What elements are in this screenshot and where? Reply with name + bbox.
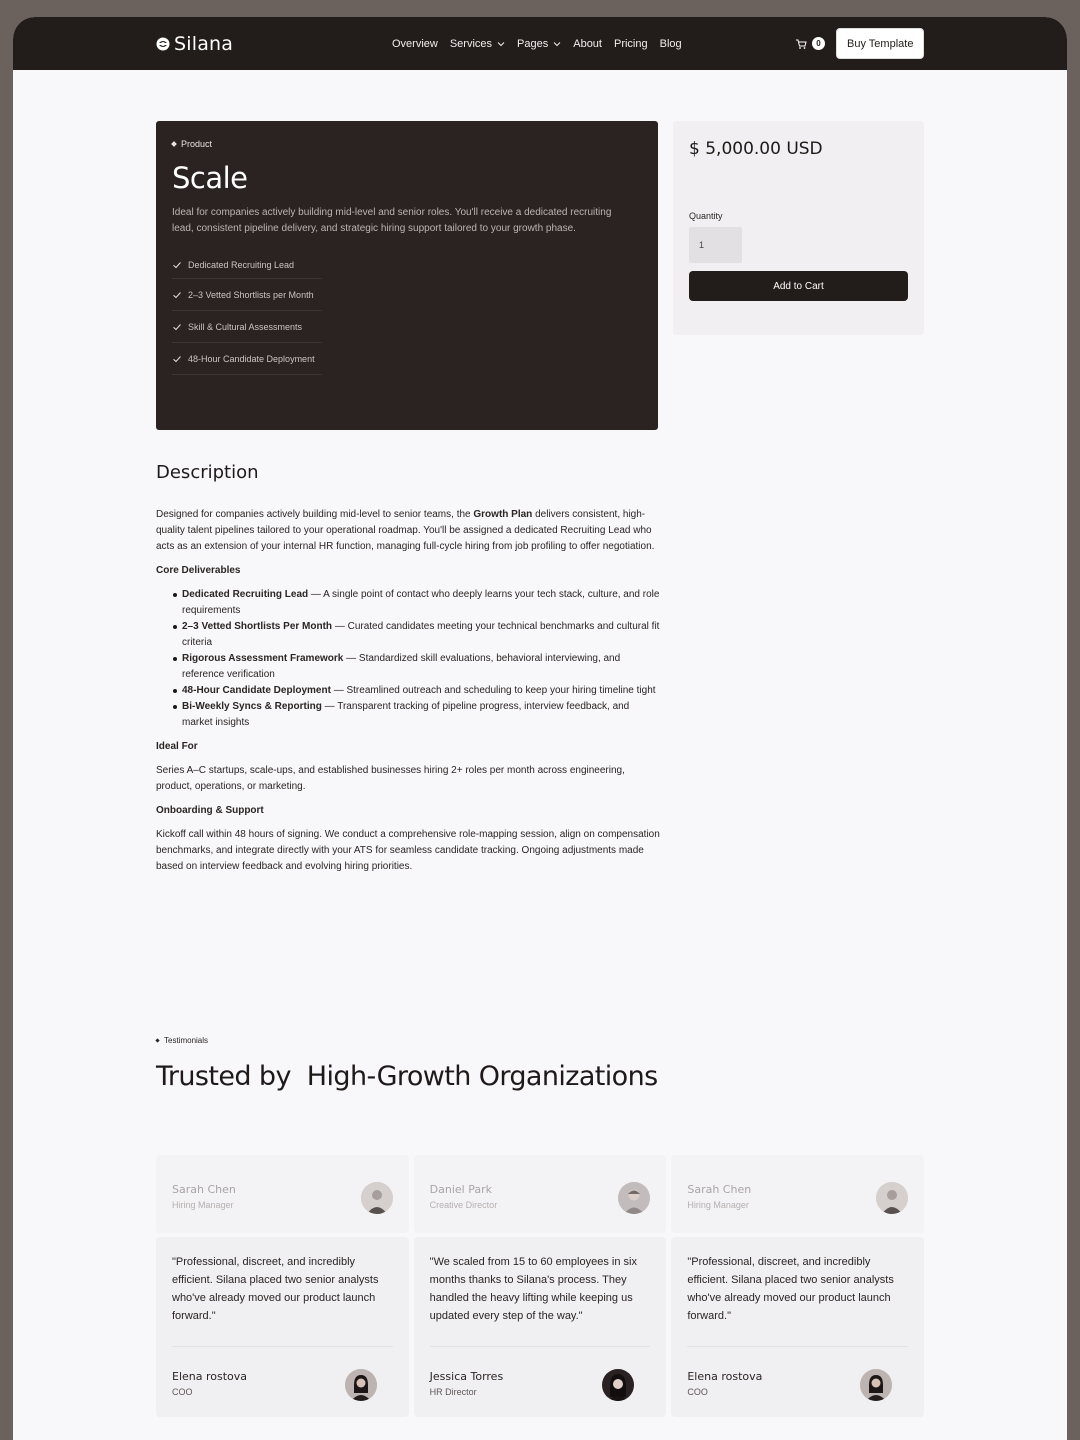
testimonials-eyebrow: Testimonials bbox=[156, 1036, 208, 1045]
testimonial-body bbox=[156, 1237, 409, 1417]
reviewer-name: Daniel Park bbox=[429, 1183, 493, 1196]
avatar bbox=[361, 1182, 393, 1214]
list-item: Dedicated Recruiting Lead — A single point of contact who deeply learns your tech stack, culture, and role requirements bbox=[156, 587, 661, 619]
check-icon bbox=[172, 290, 182, 300]
testimonial-author bbox=[430, 1347, 651, 1417]
price-label: $ 5,000.00 USD bbox=[689, 139, 823, 159]
feature-list bbox=[172, 251, 322, 375]
testimonial-quote: "Professional, discreet, and incredibly efficient. Silana placed two senior analysts who've already moved our product launch forward." bbox=[172, 1253, 393, 1347]
product-eyebrow: Product bbox=[172, 139, 642, 149]
testimonial-card bbox=[414, 1155, 667, 1417]
cart-count-badge: 0 bbox=[812, 37, 825, 50]
description-section bbox=[156, 462, 661, 883]
author-name: Elena rostova bbox=[172, 1370, 248, 1383]
reviewer-role: Hiring Manager bbox=[172, 1200, 234, 1210]
testimonial-card bbox=[671, 1155, 924, 1417]
nav-links bbox=[392, 17, 694, 70]
onboarding-text: Kickoff call within 48 hours of signing. We conduct a comprehensive role-mapping session, align on compensation benchmarks, and integrate directly with your ATS for seamless candidate tracking. Ongoing adjustments made based on interview feedback and evolving hiring priorities. bbox=[156, 829, 660, 872]
core-deliverables-heading: Core Deliverables bbox=[156, 565, 241, 576]
feature-item: 2–3 Vetted Shortlists per Month bbox=[172, 279, 322, 311]
quantity-input[interactable] bbox=[689, 227, 742, 263]
testimonials-title: Trusted by High-Growth Organizations bbox=[156, 1061, 658, 1092]
nav-link-blog[interactable]: Blog bbox=[659, 37, 682, 50]
brand-name: Silana bbox=[174, 32, 234, 55]
testimonial-header bbox=[671, 1155, 924, 1233]
nav-link-about[interactable]: About bbox=[573, 37, 602, 50]
chevron-down-icon bbox=[497, 40, 505, 48]
ideal-for-heading: Ideal For bbox=[156, 741, 198, 752]
reviewer-role: Hiring Manager bbox=[687, 1200, 749, 1210]
avatar bbox=[876, 1182, 908, 1214]
check-icon bbox=[172, 260, 182, 270]
browser-frame bbox=[13, 17, 1067, 1440]
check-icon bbox=[172, 322, 182, 332]
list-item: Bi-Weekly Syncs & Reporting — Transparent tracking of pipeline progress, interview feedback, and market insights bbox=[156, 699, 661, 731]
diamond-bullet-icon bbox=[155, 1038, 159, 1042]
add-to-cart-button[interactable]: Add to Cart bbox=[689, 271, 908, 301]
reviewer-name: Sarah Chen bbox=[172, 1183, 236, 1196]
list-item: 48-Hour Candidate Deployment — Streamlined outreach and scheduling to keep your hiring timeline tight bbox=[156, 683, 661, 699]
diamond-bullet-icon bbox=[171, 141, 177, 147]
avatar-woman-icon bbox=[361, 1182, 393, 1214]
product-description: Ideal for companies actively building mid-level and senior roles. You'll receive a dedicated recruiting lead, consistent pipeline delivery, and strategic hiring support tailored to your growth phase. bbox=[172, 207, 612, 234]
reviewer-role: Creative Director bbox=[429, 1200, 498, 1210]
testimonials-grid bbox=[156, 1155, 924, 1417]
feature-item: 48-Hour Candidate Deployment bbox=[172, 343, 322, 375]
author-role: COO bbox=[172, 1387, 193, 1397]
nav-actions bbox=[795, 17, 924, 70]
testimonial-author bbox=[687, 1347, 908, 1417]
description-title: Description bbox=[156, 462, 259, 483]
nav-link-services[interactable]: Services bbox=[450, 38, 505, 50]
author-name: Elena rostova bbox=[687, 1370, 763, 1383]
buy-template-button[interactable]: Buy Template bbox=[836, 28, 924, 59]
list-item: 2–3 Vetted Shortlists Per Month — Curated candidates meeting your technical benchmarks and cultural fit criteria bbox=[156, 619, 661, 651]
quantity-label: Quantity bbox=[689, 211, 723, 221]
feature-item: Skill & Cultural Assessments bbox=[172, 311, 322, 343]
top-navbar bbox=[13, 17, 1067, 70]
nav-link-pricing[interactable]: Pricing bbox=[613, 37, 648, 50]
author-role: COO bbox=[687, 1387, 708, 1397]
check-icon bbox=[172, 354, 182, 364]
onboarding-heading: Onboarding & Support bbox=[156, 805, 264, 816]
ideal-for-text: Series A–C startups, scale-ups, and established businesses hiring 2+ roles per month across engineering, product, operations, or marketing. bbox=[156, 765, 625, 792]
chevron-down-icon bbox=[553, 40, 561, 48]
testimonial-quote: "We scaled from 15 to 60 employees in six months thanks to Silana's process. They handled the heavy lifting while keeping us updated every step of the way." bbox=[430, 1253, 651, 1347]
author-name: Jessica Torres bbox=[429, 1370, 504, 1383]
reviewer-name: Sarah Chen bbox=[687, 1183, 752, 1196]
list-item: Rigorous Assessment Framework — Standardized skill evaluations, behavioral interviewing, and reference verification bbox=[156, 651, 661, 683]
author-role: HR Director bbox=[429, 1387, 477, 1397]
testimonial-header bbox=[414, 1155, 667, 1233]
product-card bbox=[156, 121, 658, 430]
avatar bbox=[860, 1369, 892, 1401]
testimonial-quote: "Professional, discreet, and incredibly efficient. Silana placed two senior analysts who've already moved our product launch forward." bbox=[687, 1253, 908, 1347]
testimonial-header bbox=[156, 1155, 409, 1233]
nav-link-pages[interactable]: Pages bbox=[517, 38, 561, 50]
nav-link-overview[interactable]: Overview bbox=[392, 37, 438, 50]
product-title: Scale bbox=[172, 161, 248, 195]
testimonial-card bbox=[156, 1155, 409, 1417]
deliverables-list bbox=[156, 587, 661, 731]
testimonial-author bbox=[172, 1347, 393, 1417]
avatar-woman-icon bbox=[876, 1182, 908, 1214]
brand-logo[interactable] bbox=[156, 33, 233, 55]
testimonial-body bbox=[671, 1237, 924, 1417]
description-intro: Designed for companies actively building mid-level to senior teams, the Growth Plan delivers consistent, high-quality talent pipelines tailored to your operational roadmap. You'll be assigned a dedicated Recruiting Lead who acts as an extension of your internal HR function, managing full-cycle hiring from job profiling to offer negotiation. bbox=[156, 509, 655, 552]
avatar bbox=[345, 1369, 377, 1401]
description-body bbox=[156, 507, 661, 875]
silana-logo-icon bbox=[156, 37, 170, 51]
avatar-woman-icon bbox=[345, 1369, 377, 1401]
feature-item: Dedicated Recruiting Lead bbox=[172, 251, 322, 279]
testimonial-body bbox=[414, 1237, 667, 1417]
cart-icon[interactable] bbox=[795, 38, 807, 50]
avatar-woman-icon bbox=[860, 1369, 892, 1401]
purchase-panel bbox=[673, 121, 924, 335]
